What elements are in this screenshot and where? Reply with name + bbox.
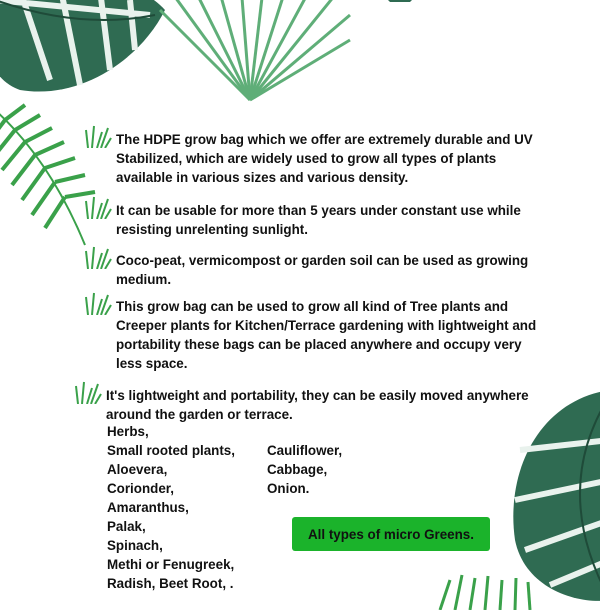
bullet-text: This grow bag can be used to grow all kind of Tree plants and Creeper plants for Kitchen/Terrace gardening with lightweight and portability these bags can be placed anywhere and occupy very less space. bbox=[116, 299, 537, 371]
palm-leaf-icon bbox=[150, 0, 360, 110]
bullet-text: The HDPE grow bag which we offer are extremely durable and UV Stabilized, which are widely used to grow all types of plants available in various sizes and various density. bbox=[116, 132, 533, 185]
bullet-item-4 bbox=[84, 297, 544, 373]
list-item: Palak, bbox=[107, 519, 146, 534]
grass-bullet-icon bbox=[84, 195, 112, 219]
grass-bullet-icon bbox=[84, 124, 112, 148]
bullet-text: Coco-peat, vermicompost or garden soil can be used as growing medium. bbox=[116, 253, 529, 287]
list-item: Spinach, bbox=[107, 538, 163, 553]
monstera-leaf-icon bbox=[380, 0, 420, 8]
list-item: Herbs, bbox=[107, 424, 149, 439]
plant-list-left bbox=[107, 422, 235, 593]
list-item: Amaranthus, bbox=[107, 500, 189, 515]
bullet-item-3 bbox=[84, 251, 544, 289]
bullet-item-2 bbox=[84, 201, 544, 239]
list-item: Corionder, bbox=[107, 481, 174, 496]
list-item: Methi or Fenugreek, bbox=[107, 557, 235, 572]
list-item: Radish, Beet Root, . bbox=[107, 576, 234, 591]
bullet-text: It can be usable for more than 5 years under constant use while resisting unrelenting sunlight. bbox=[116, 203, 521, 237]
grass-bullet-icon bbox=[84, 291, 112, 315]
micro-greens-badge: All types of micro Greens. bbox=[292, 517, 490, 551]
list-item: Cabbage, bbox=[267, 462, 328, 477]
bullet-item-5 bbox=[74, 386, 544, 424]
bullet-item-1 bbox=[84, 130, 544, 187]
plant-list-right bbox=[267, 441, 342, 498]
list-item: Onion. bbox=[267, 481, 310, 496]
list-item: Cauliflower, bbox=[267, 443, 343, 458]
grass-bullet-icon bbox=[74, 380, 102, 404]
fern-leaf-icon bbox=[430, 570, 550, 610]
bullet-text: It's lightweight and portability, they can be easily moved anywhere around the garden or terrace. bbox=[106, 388, 529, 422]
list-item: Aloevera, bbox=[107, 462, 168, 477]
list-item: Small rooted plants, bbox=[107, 443, 235, 458]
grass-bullet-icon bbox=[84, 245, 112, 269]
